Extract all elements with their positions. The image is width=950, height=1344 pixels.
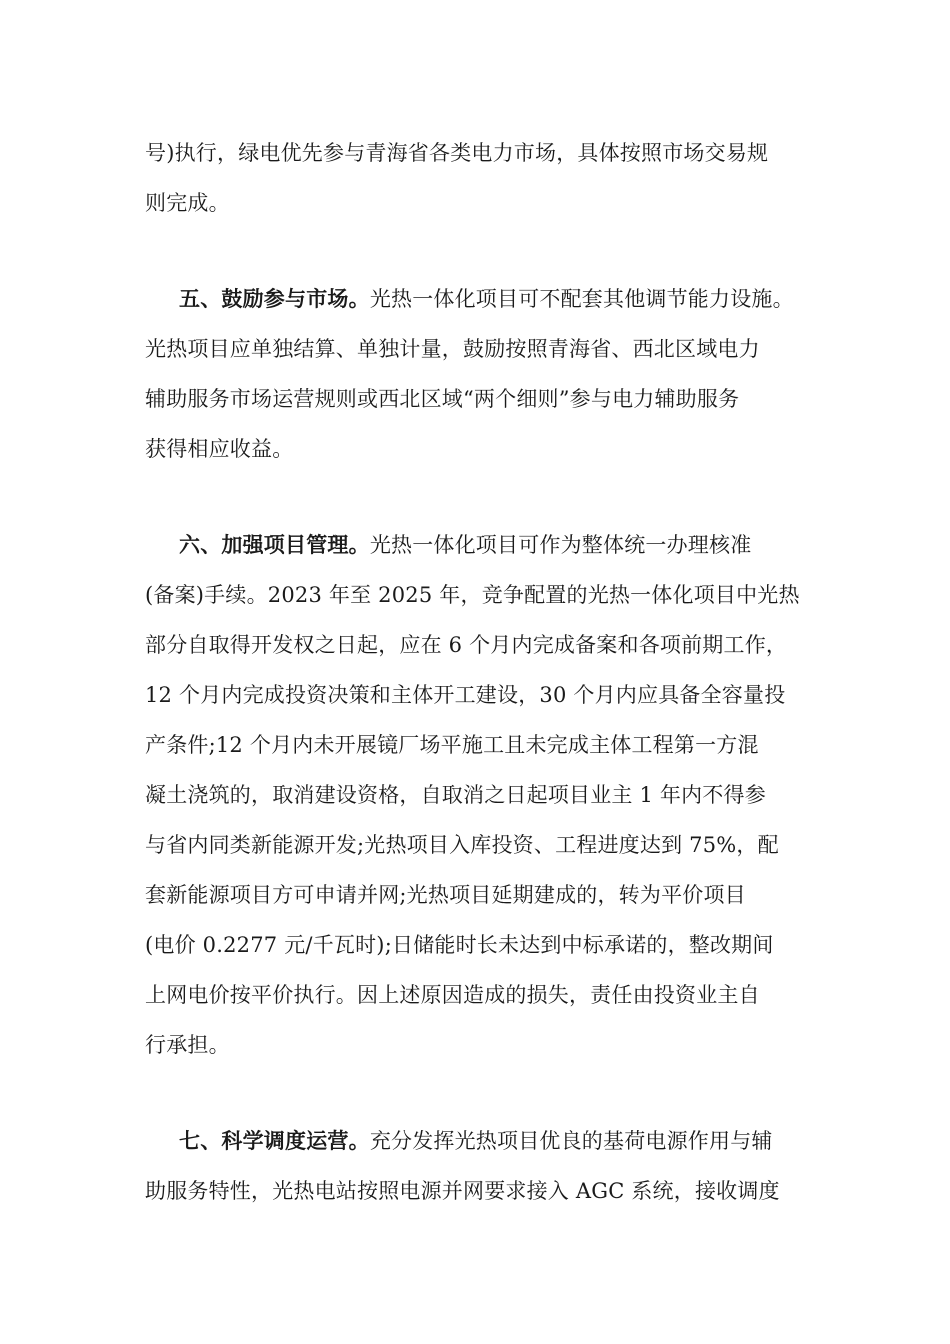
text-line: 则完成。 [145, 191, 230, 215]
text-line: (备案)手续。2023 年至 2025 年，竞争配置的光热一体化项目中光热 [145, 583, 800, 607]
text-line: 凝土浇筑的，取消建设资格，自取消之日起项目业主 1 年内不得参 [145, 783, 766, 807]
text-line: 部分自取得开发权之日起，应在 6 个月内完成备案和各项前期工作， [145, 633, 788, 657]
text-line: 套新能源项目方可申请并网;光热项目延期建成的，转为平价项目 [145, 883, 746, 907]
text-line: 12 个月内完成投资决策和主体开工建设，30 个月内应具备全容量投 [145, 683, 786, 707]
text-line: 光热项目应单独结算、单独计量，鼓励按照青海省、西北区域电力 [145, 337, 760, 361]
text-line: 号)执行，绿电优先参与青海省各类电力市场，具体按照市场交易规 [145, 141, 769, 165]
section-heading: 七、科学调度运营。 [179, 1128, 370, 1153]
paragraph-section-7 [145, 1116, 825, 1216]
text-line [145, 274, 825, 324]
text-line: 产条件;12 个月内未开展镜厂场平施工且未完成主体工程第一方混 [145, 733, 759, 757]
text-run: 充分发挥光热项目优良的基荷电源作用与辅 [369, 1129, 773, 1153]
text-line: 行承担。 [145, 1033, 230, 1057]
paragraph-section-5 [145, 274, 825, 474]
document-page [145, 128, 825, 1216]
text-line: 助服务特性，光热电站按照电源并网要求接入 AGC 系统，接收调度 [145, 1179, 780, 1203]
text-line: 上网电价按平价执行。因上述原因造成的损失，责任由投资业主自 [145, 983, 760, 1007]
paragraph-section-6 [145, 520, 825, 1070]
text-line [145, 520, 825, 570]
paragraph-continuation [145, 128, 825, 228]
text-line [145, 1116, 825, 1166]
section-heading: 五、鼓励参与市场。 [179, 286, 370, 311]
text-run: 光热一体化项目可不配套其他调节能力设施。 [369, 287, 794, 311]
section-heading: 六、加强项目管理。 [179, 532, 370, 557]
text-line: (电价 0.2277 元/千瓦时);日储能时长未达到中标承诺的，整改期间 [145, 933, 774, 957]
text-line: 获得相应收益。 [145, 437, 294, 461]
text-line: 辅助服务市场运营规则或西北区域“两个细则”参与电力辅助服务 [145, 387, 740, 411]
text-run: 光热一体化项目可作为整体统一办理核准 [369, 533, 752, 557]
text-line: 与省内同类新能源开发;光热项目入库投资、工程进度达到 75%，配 [145, 833, 779, 857]
